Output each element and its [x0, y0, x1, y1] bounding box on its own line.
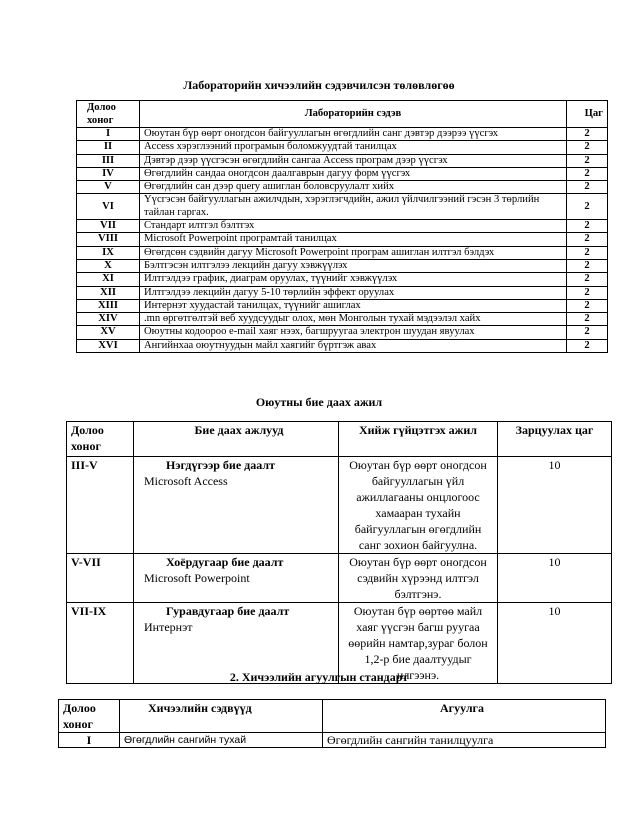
header-content: Агуулга	[323, 700, 606, 733]
assignment-software: Microsoft Powerpoint	[144, 571, 250, 585]
week-cell: III	[77, 154, 140, 167]
hours-cell: 2	[567, 259, 608, 272]
week-cell: VII	[77, 220, 140, 233]
hours-cell: 2	[567, 154, 608, 167]
header-week: Долоо хонoг	[59, 700, 120, 733]
week-cell: XV	[77, 326, 140, 339]
content-cell: Өгөгдлийн сангийн танилцуулга	[323, 733, 606, 748]
table-row	[77, 299, 608, 312]
hours-cell: 2	[567, 220, 608, 233]
hours-cell: 10	[498, 554, 612, 603]
header-topics: Хичээлийн сэдвүүд	[120, 700, 323, 733]
assignment-software: Интернэт	[144, 620, 193, 634]
header-topic: Лабораторийн сэдэв	[140, 101, 567, 128]
week-cell: I	[59, 733, 120, 748]
hours-cell: 2	[567, 299, 608, 312]
hours-cell: 2	[567, 181, 608, 194]
table-row	[77, 339, 608, 352]
topic-cell: Илтгэлдээ график, диаграм оруулах, түүнийг хэвжүүлэх	[140, 273, 567, 286]
self-study-title: Оюутны бие даах ажил	[255, 395, 383, 409]
table-header-row	[67, 422, 612, 457]
hours-cell: 2	[567, 273, 608, 286]
hours-cell: 2	[567, 141, 608, 154]
table-row	[77, 246, 608, 259]
hours-cell: 2	[567, 286, 608, 299]
assignment-name: Хоёрдугаар бие даалт	[166, 555, 284, 569]
topic-cell: Өгөгдлийн сан дээр query ашиглан боловсруулалт хийх	[140, 181, 567, 194]
header-week: Долоо хонoг	[77, 101, 140, 128]
week-cell: VI	[77, 194, 140, 220]
table-row	[77, 154, 608, 167]
topic-cell: Өгөгдлийн сангийн тухай	[120, 733, 323, 748]
header-task: Хийж гүйцэтгэх ажил	[339, 422, 498, 457]
hours-cell: 2	[567, 246, 608, 259]
week-cell: XIII	[77, 299, 140, 312]
table-row	[77, 220, 608, 233]
week-cell: V-VII	[67, 554, 134, 603]
assignment-software: Microsoft Access	[144, 474, 228, 488]
hours-cell: 2	[567, 339, 608, 352]
table-row	[77, 313, 608, 326]
table-row	[59, 733, 606, 748]
header-week: Долоо хонoг	[67, 422, 134, 457]
table-row	[67, 554, 612, 603]
topic-cell: Оюутны кодоороо e-mail хаяг нээх, багшруугаа электрон шуудан явуулах	[140, 326, 567, 339]
assignment-cell	[134, 554, 339, 603]
topic-cell: Стандарт илтгэл бэлтгэх	[140, 220, 567, 233]
hours-cell: 2	[567, 313, 608, 326]
week-cell: I	[77, 128, 140, 141]
week-cell: XI	[77, 273, 140, 286]
hours-cell: 2	[567, 326, 608, 339]
topic-cell: Дэвтэр дээр үүсгэсэн өгөгдлийн сангаа Access програм дээр үүсгэх	[140, 154, 567, 167]
week-cell: IX	[77, 246, 140, 259]
week-cell: VIII	[77, 233, 140, 246]
table-row	[77, 286, 608, 299]
assignment-cell	[134, 457, 339, 554]
header-assignment: Бие даах ажлууд	[134, 422, 339, 457]
task-cell: Оюутан бүр өөртөө майл хаяг үүсгэн багш руугаа өөрийн намтар,зураг болон 1,2-р бие даалтуудыг илгээнэ.	[339, 603, 498, 684]
topic-cell: Бэлтгэсэн илтгэлээ лекцийн дагуу хэвжүүлэх	[140, 259, 567, 272]
week-cell: V	[77, 181, 140, 194]
hours-cell: 2	[567, 128, 608, 141]
hours-cell: 2	[567, 167, 608, 180]
week-cell: III-V	[67, 457, 134, 554]
content-standard-title: 2. Хичээлийн агуулгын стандарт	[229, 670, 409, 684]
topic-cell: Ангийнхаа оюутнуудын майл хаягийг бүртгэж авах	[140, 339, 567, 352]
table-row	[77, 194, 608, 220]
header-hours: Цаг	[567, 101, 608, 128]
topic-cell: Үүсгэсэн байгууллагын ажилчдын, хэрэглэгчдийн, ажил үйлчилгээний гэсэн 3 төрлийн тайлан гаргах.	[140, 194, 567, 220]
table-row	[77, 259, 608, 272]
topic-cell: Өгөгдсөн сэдвийн дагуу Microsoft Powerpoint програм ашиглан илтгэл бэлдэх	[140, 246, 567, 259]
topic-cell: Access хэрэглээний програмын боломжуудтай танилцах	[140, 141, 567, 154]
assignment-name: Гуравдугаар бие даалт	[166, 604, 290, 618]
week-cell: XVI	[77, 339, 140, 352]
assignment-name: Нэгдүгээр бие даалт	[166, 458, 275, 472]
content-standard-table	[58, 699, 606, 748]
table-row	[77, 128, 608, 141]
week-cell: XII	[77, 286, 140, 299]
table-row	[77, 141, 608, 154]
hours-cell: 2	[567, 194, 608, 220]
task-cell: Оюутан бүр өөрт оногдсон байгууллагын үйл ажиллагааны онцлогоос хамааран тухайн байгууллагын өгөгдлийн санг зохион байгуулна.	[339, 457, 498, 554]
table-header-row	[59, 700, 606, 733]
week-cell: X	[77, 259, 140, 272]
table-row	[77, 167, 608, 180]
header-hours: Зарцуулах цаг	[498, 422, 612, 457]
topic-cell: Илтгэлдээ лекцийн дагуу 5-10 төрлийн эффект оруулах	[140, 286, 567, 299]
topic-cell: Өгөгдлийн сандаа оногдсон даалгаврын дагуу форм үүсгэх	[140, 167, 567, 180]
self-study-table	[66, 421, 612, 684]
week-cell: IV	[77, 167, 140, 180]
table-header-row	[77, 101, 608, 128]
table-row	[67, 457, 612, 554]
plan-title: Лабораторийн хичээлийн сэдэвчилсэн төлөвлөгөө	[183, 78, 455, 92]
table-row	[77, 181, 608, 194]
hours-cell: 10	[498, 457, 612, 554]
topic-cell: Интернэт хуудастай танилцах, түүнийг ашиглах	[140, 299, 567, 312]
topic-cell: Оюутан бүр өөрт оногдсон байгууллагын өгөгдлийн санг дэвтэр дээрээ үүсгэх	[140, 128, 567, 141]
week-cell: VII-IX	[67, 603, 134, 684]
hours-cell: 10	[498, 603, 612, 684]
topic-cell: Microsoft Powerpoint програмтай танилцах	[140, 233, 567, 246]
table-row	[77, 326, 608, 339]
topic-cell: .mn өргөтгөлтэй веб хуудсуудыг олох, мөн Монголын тухай мэдээлэл хайх	[140, 313, 567, 326]
task-cell: Оюутан бүр өөрт оногдсон сэдвийн хүрээнд илтгэл бэлтгэнэ.	[339, 554, 498, 603]
table-row	[77, 233, 608, 246]
lab-plan-table	[76, 100, 608, 353]
table-row	[77, 273, 608, 286]
week-cell: II	[77, 141, 140, 154]
week-cell: XIV	[77, 313, 140, 326]
hours-cell: 2	[567, 233, 608, 246]
